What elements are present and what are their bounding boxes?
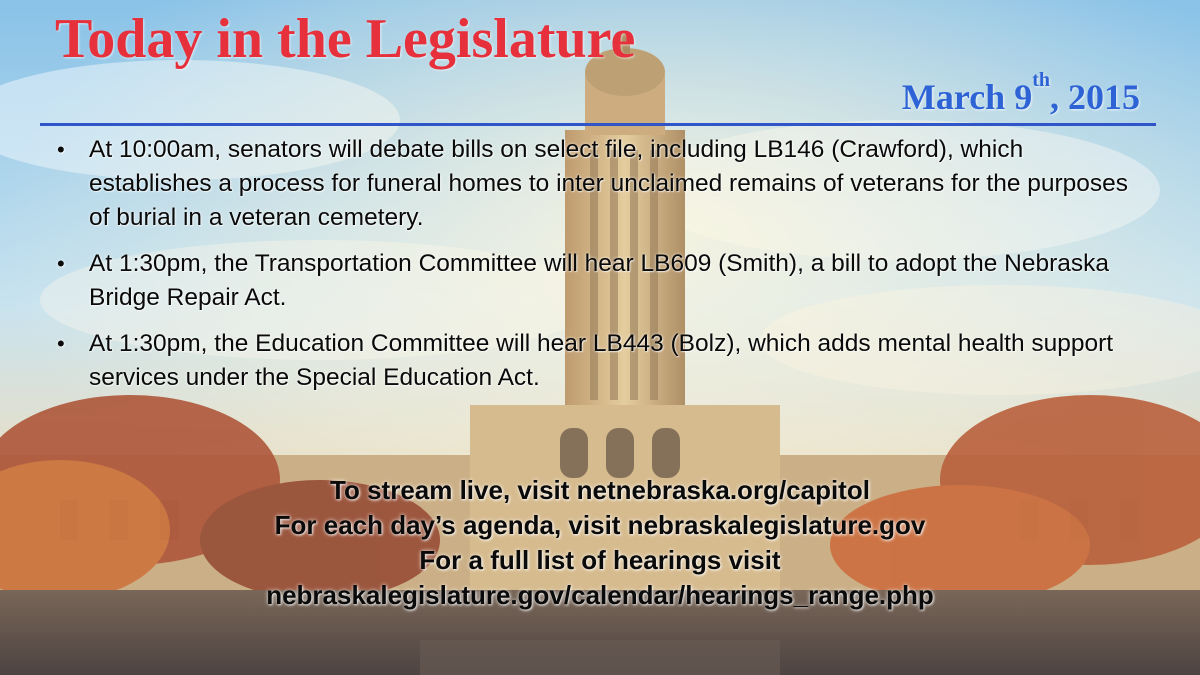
title-divider [40,123,1156,126]
bullet-dot-icon: • [57,331,65,356]
agenda-bullet-list [55,133,1130,407]
stream-live-link[interactable]: To stream live, visit netnebraska.org/capitol [330,475,870,505]
agenda-bullet-item [55,247,1130,315]
agenda-bullet-item [55,133,1130,235]
hearings-range-link[interactable]: nebraskalegislature.gov/calendar/hearings_range.php [266,580,934,610]
agenda-bullet-text: At 10:00am, senators will debate bills on select file, including LB146 (Crawford), which establishes a process for funeral homes to inter unclaimed remains of veterans for the purposes of burial in a veteran cemetery. [89,136,1129,231]
agenda-bullet-text: At 1:30pm, the Education Committee will hear LB443 (Bolz), which adds mental health support services under the Special Education Act. [89,330,1114,391]
slide-date [901,69,1140,120]
date-year: , 2015 [1050,77,1140,117]
agenda-bullet-item [55,327,1130,395]
agenda-bullet-text: At 1:30pm, the Transportation Committee will hear LB609 (Smith), a bill to adopt the Nebraska Bridge Repair Act. [89,250,1109,311]
agenda-link[interactable]: For each day’s agenda, visit nebraskalegislature.gov [274,510,926,540]
hearings-list-label: For a full list of hearings visit [419,545,781,575]
bullet-dot-icon: • [57,251,65,276]
footer-links [0,473,1200,613]
date-month-day: March 9 [901,77,1033,117]
date-ordinal-suffix: th [1032,69,1050,91]
bullet-dot-icon: • [57,137,65,162]
slide-title: Today in the Legislature [55,8,636,70]
